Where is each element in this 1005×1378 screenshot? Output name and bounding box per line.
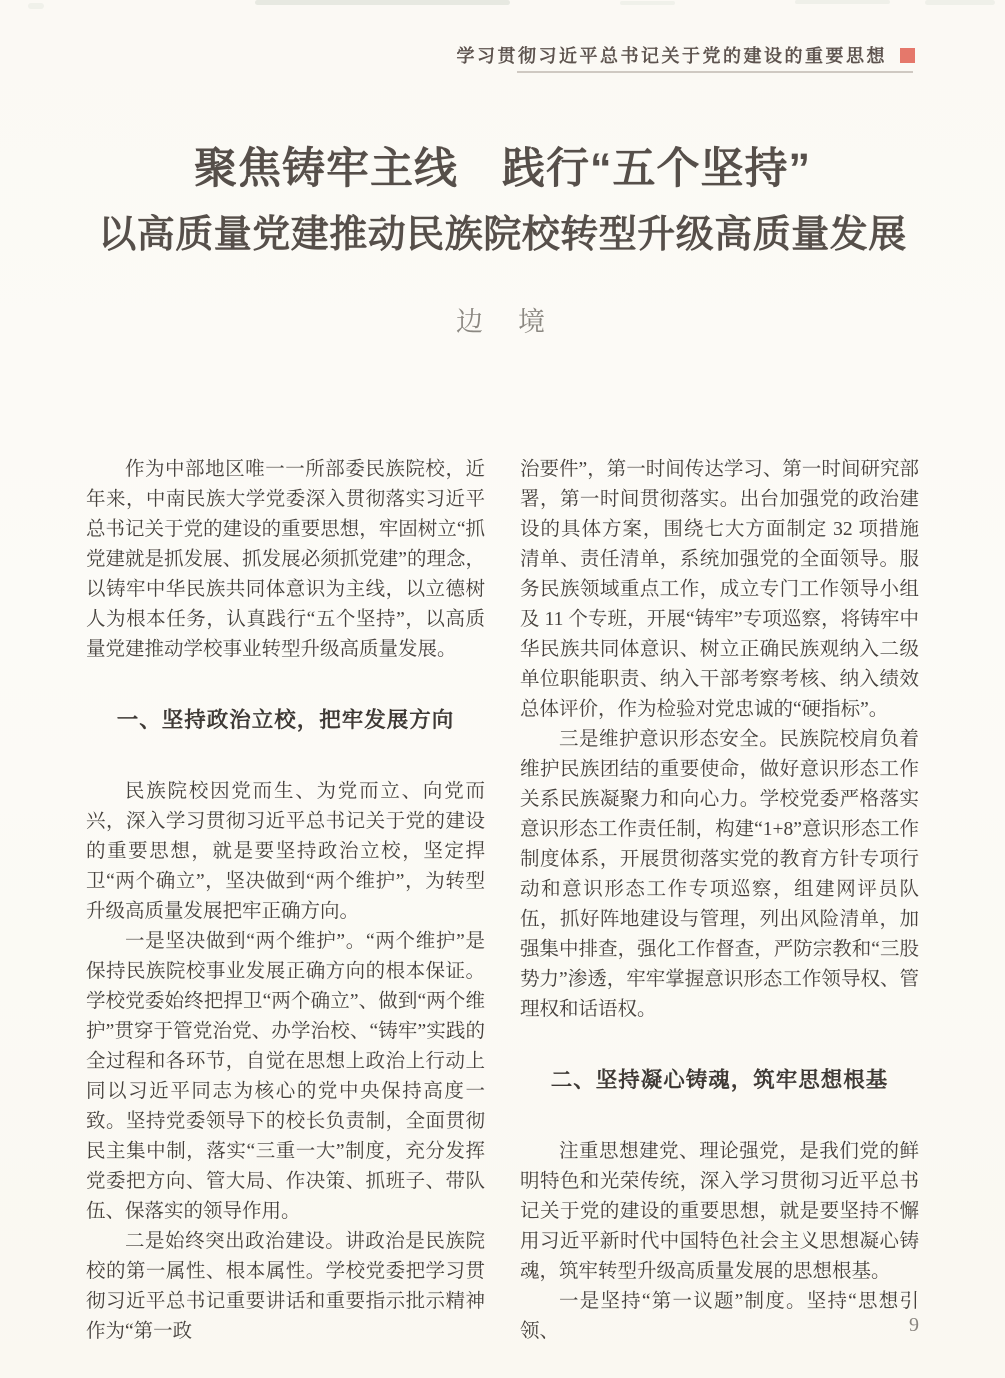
- scan-artifact: [925, 0, 995, 5]
- section-heading-2: 二、坚持凝心铸魂，筑牢思想根基: [550, 1068, 889, 1092]
- page-number: 9: [909, 1314, 919, 1336]
- paragraph: 三是维护意识形态安全。民族院校肩负着维护民族团结的重要使命，做好意识形态工作关系民族凝聚力和向心力。学校党委严格落实意识形态工作责任制，构建“1+8”意识形态工作制度体系，开展贯彻落实党的教育方针专项行动和意识形态工作专项巡察，组建网评员队伍，抓好阵地建设与管理，列出风险清单，加强集中排查，强化工作督查，严防宗教和“三股势力”渗透，牢牢掌握意识形态工作领导权、管理权和话语权。: [520, 729, 919, 1020]
- article-title-line1: 聚焦铸牢主线 践行“五个坚持”: [194, 145, 811, 193]
- scan-artifact: [620, 1, 675, 5]
- paragraph: 注重思想建党、理论强党，是我们党的鲜明特色和光荣传统，深入学习贯彻习近平总书记关于党的建设的重要思想，就是要坚持不懈用习近平新时代中国特色社会主义思想凝心铸魂，筑牢转型升级高质量发展的思想根基。: [520, 1141, 919, 1282]
- paragraph-continuation: 治要件”，第一时间传达学习、第一时间研究部署，第一时间贯彻落实。出台加强党的政治建设的具体方案，围绕七大方面制定 32 项措施清单、责任清单，系统加强党的全面领导。服务民族领域重点工作，成立专门工作领导小组及 11 个专班，开展“铸牢”专项巡察，将铸牢中华民族共同体意识、树立正确民族观纳入二级单位职能职责、纳入干部考察考核、纳入绩效总体评价，作为检验对党忠诚的“硬指标”。: [520, 459, 919, 720]
- scan-artifact: [255, 0, 510, 5]
- running-header: [457, 42, 916, 68]
- article-title-line2: 以高质量党建推动民族院校转型升级高质量发展: [98, 214, 907, 256]
- paragraph: 民族院校因党而生、为党而立、向党而兴，深入学习贯彻习近平总书记关于党的建设的重要思想，就是要坚持政治立校，坚定捍卫“两个确立”，坚决做到“两个维护”，为转型升级高质量发展把牢正确方向。: [86, 781, 485, 922]
- red-square-marker: [900, 48, 915, 63]
- article-body: [86, 455, 919, 1347]
- right-column: [520, 455, 919, 1347]
- paragraph: 二是始终突出政治建设。讲政治是民族院校的第一属性、根本属性。学校党委把学习贯彻习近平总书记重要讲话和重要指示批示精神作为“第一政: [86, 1231, 485, 1342]
- header-rule: [517, 71, 913, 73]
- scan-artifact: [28, 3, 44, 9]
- paragraph: 作为中部地区唯一一所部委民族院校，近年来，中南民族大学党委深入贯彻落实习近平总书记关于党的建设的重要思想，牢固树立“抓党建就是抓发展、抓发展必须抓党建”的理念，以铸牢中华民族共同体意识为主线，以立德树人为根本任务，认真践行“五个坚持”，以高质量党建推动学校事业转型升级高质量发展。: [86, 459, 485, 660]
- section-heading-1: 一、坚持政治立校，把牢发展方向: [116, 708, 455, 732]
- article-title: [0, 143, 1005, 259]
- scan-artifact: [795, 0, 890, 4]
- running-header-title: 学习贯彻习近平总书记关于党的建设的重要思想: [456, 46, 887, 66]
- author-name: 边 境: [456, 307, 549, 337]
- paragraph: 一是坚持“第一议题”制度。坚持“思想引领、: [520, 1291, 919, 1342]
- paragraph: 一是坚决做到“两个维护”。“两个维护”是保持民族院校事业发展正确方向的根本保证。学校党委始终把捍卫“两个确立”、做到“两个维护”贯穿于管党治党、办学治校、“铸牢”实践的全过程和各环节，自觉在思想上政治上行动上同以习近平同志为核心的党中央保持高度一致。坚持党委领导下的校长负责制，全面贯彻民主集中制，落实“三重一大”制度，充分发挥党委把方向、管大局、作决策、抓班子、带队伍、保落实的领导作用。: [86, 931, 485, 1222]
- left-column: [86, 455, 485, 1347]
